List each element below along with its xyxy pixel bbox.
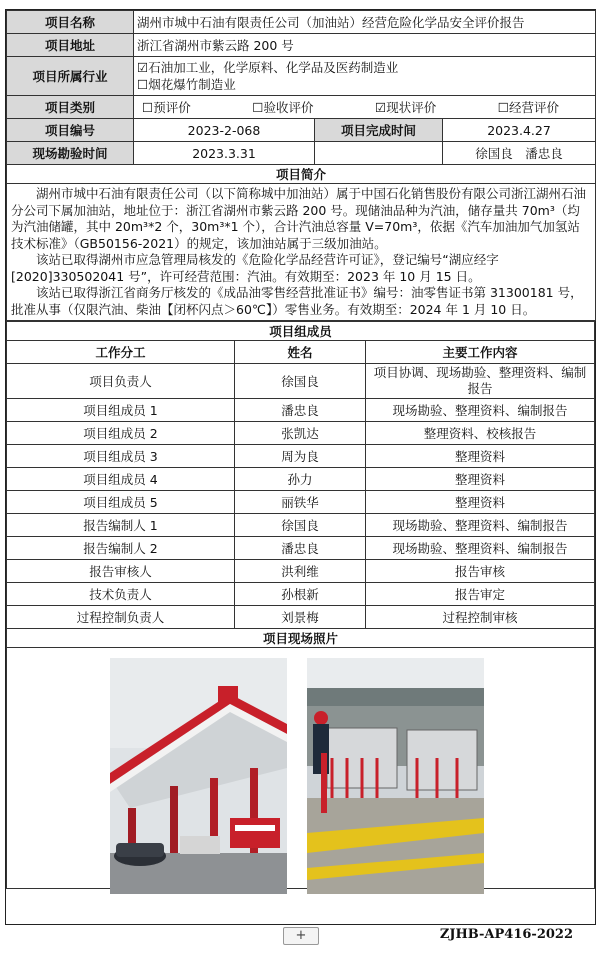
team-cell-role: 技术负责人 [7, 583, 235, 606]
team-cell-role: 项目负责人 [7, 364, 235, 399]
team-cell-name: 潘忠良 [235, 537, 366, 560]
team-cell-role: 项目组成员 3 [7, 445, 235, 468]
project-name-value: 湖州市城中石油有限责任公司（加油站）经营危险化学品安全评价报告 [134, 11, 596, 34]
team-col-role: 工作分工 [7, 341, 235, 364]
team-cell-name: 刘景梅 [235, 606, 366, 629]
project-type-label: 项目类别 [7, 96, 134, 119]
team-row [7, 491, 595, 514]
team-cell-name: 孙力 [235, 468, 366, 491]
team-row [7, 583, 595, 606]
survey-time-label: 现场勘验时间 [7, 142, 134, 165]
team-row [7, 422, 595, 445]
industry-option-petro: ☑石油加工业，化学原料、化学品及医药制造业 [137, 60, 399, 75]
team-cell-name: 潘忠良 [235, 399, 366, 422]
team-cell-name: 张凯达 [235, 422, 366, 445]
evaluation-sheet [5, 9, 596, 925]
complete-time-label: 项目完成时间 [315, 119, 443, 142]
team-cell-work: 整理资料 [366, 468, 595, 491]
photos-title: 项目现场照片 [7, 629, 595, 648]
team-row [7, 560, 595, 583]
team-row [7, 468, 595, 491]
project-industry-value [134, 57, 596, 96]
survey-people: 徐国良 潘忠良 [443, 142, 596, 165]
team-cell-work: 现场勘验、整理资料、编制报告 [366, 537, 595, 560]
team-row [7, 364, 595, 399]
team-title: 项目组成员 [7, 322, 595, 341]
project-type-options [134, 96, 596, 119]
photos-cell [7, 648, 595, 889]
project-code-value: 2023-2-068 [134, 119, 315, 142]
survey-time-value: 2023.3.31 [134, 142, 315, 165]
team-cell-work: 报告审核 [366, 560, 595, 583]
team-cell-role: 项目组成员 1 [7, 399, 235, 422]
team-cell-role: 报告编制人 2 [7, 537, 235, 560]
project-industry-label: 项目所属行业 [7, 57, 134, 96]
add-page-button[interactable]: + [283, 927, 319, 945]
summary-paragraph-2: 该站已取得湖州市应急管理局核发的《危险化学品经营许可证》，登记编号“湖应经字[2020]330502041 号”，许可经营范围：汽油。有效期至：2023 年 10 月 15 日。 [11, 252, 499, 284]
type-option-acceptance: ☐验收评价 [252, 99, 314, 115]
team-cell-work: 整理资料、校核报告 [366, 422, 595, 445]
team-cell-name: 徐国良 [235, 364, 366, 399]
summary-paragraph-1: 湖州市城中石油有限责任公司（以下简称城中加油站）属于中国石化销售股份有限公司浙江湖州石油分公司下属加油站，地址位于：浙江省湖州市紫云路 200 号。现储油品种为汽油，储存量共 70m³（均为汽油储罐，其中 20m³*2 个，30m³*1 个），合计汽油总容量 V=70m³，依据《汽车加油加气加氢站技术标准》（GB50156-2021）的规定，该加油站属于三级加油站。 [11, 186, 587, 251]
project-info-table [6, 10, 596, 321]
team-cell-role: 报告编制人 1 [7, 514, 235, 537]
project-code-label: 项目编号 [7, 119, 134, 142]
team-cell-name: 洪利维 [235, 560, 366, 583]
summary-paragraph-3: 该站已取得浙江省商务厅核发的《成品油零售经营批准证书》编号：油零售证书第 31300181 号，批准从事（仅限汽油、柴油【闭杯闪点＞60℃】）零售业务。有效期至：2024 年 1 月 10 日。 [11, 285, 583, 317]
complete-time-value: 2023.4.27 [443, 119, 596, 142]
team-cell-work: 现场勘验、整理资料、编制报告 [366, 399, 595, 422]
team-cell-role: 报告审核人 [7, 560, 235, 583]
summary-title: 项目简介 [7, 165, 596, 184]
team-cell-work: 整理资料 [366, 445, 595, 468]
team-cell-role: 项目组成员 5 [7, 491, 235, 514]
team-col-name: 姓名 [235, 341, 366, 364]
team-cell-name: 孙根新 [235, 583, 366, 606]
project-address-value: 浙江省湖州市紫云路 200 号 [134, 34, 596, 57]
industry-option-fireworks: ☐烟花爆竹制造业 [137, 77, 236, 92]
team-cell-role: 项目组成员 2 [7, 422, 235, 445]
team-cell-work: 现场勘验、整理资料、编制报告 [366, 514, 595, 537]
tank-area-photo [307, 658, 484, 894]
team-row [7, 399, 595, 422]
summary-body [7, 184, 596, 321]
team-row [7, 514, 595, 537]
team-cell-work: 报告审定 [366, 583, 595, 606]
type-option-status: ☑现状评价 [375, 99, 437, 115]
team-cell-work: 整理资料 [366, 491, 595, 514]
team-col-work: 主要工作内容 [366, 341, 595, 364]
document-code: ZJHB-AP416-2022 [439, 927, 573, 942]
team-cell-work: 项目协调、现场勘验、整理资料、编制报告 [366, 364, 595, 399]
gas-station-canopy-photo [110, 658, 287, 894]
team-rows [7, 364, 595, 629]
team-row [7, 445, 595, 468]
team-cell-role: 过程控制负责人 [7, 606, 235, 629]
project-name-label: 项目名称 [7, 11, 134, 34]
team-cell-role: 项目组成员 4 [7, 468, 235, 491]
team-cell-work: 过程控制审核 [366, 606, 595, 629]
project-address-label: 项目地址 [7, 34, 134, 57]
team-row [7, 606, 595, 629]
survey-blank-cell [315, 142, 443, 165]
team-row [7, 537, 595, 560]
team-table [6, 321, 595, 889]
team-cell-name: 徐国良 [235, 514, 366, 537]
type-option-operation: ☐经营评价 [497, 99, 560, 115]
team-cell-name: 周为良 [235, 445, 366, 468]
team-cell-name: 丽铁华 [235, 491, 366, 514]
type-option-pre: ☐预评价 [142, 99, 191, 115]
